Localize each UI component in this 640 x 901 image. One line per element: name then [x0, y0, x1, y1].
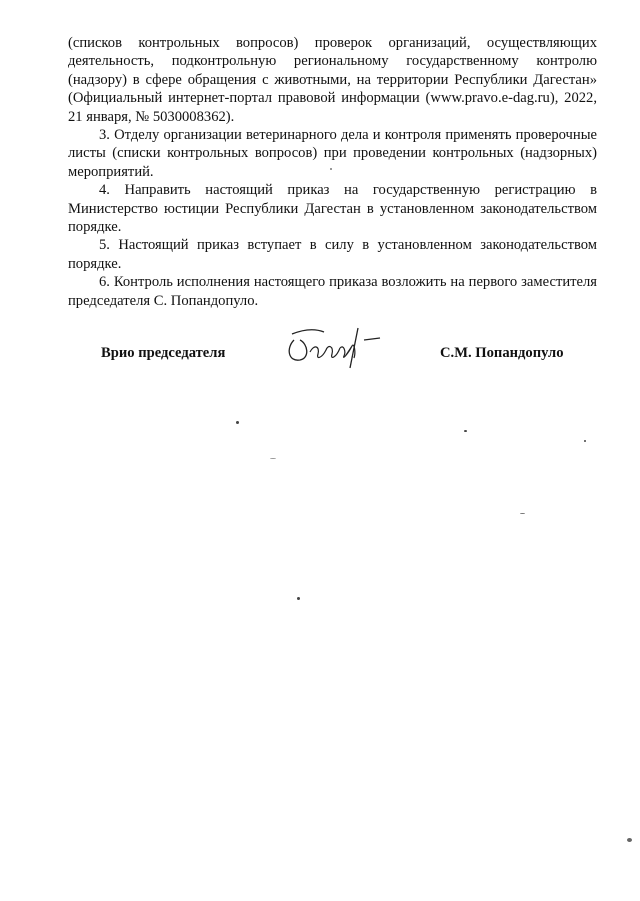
paragraph-item-5: 5. Настоящий приказ вступает в силу в установленном законодательством порядке. — [68, 237, 597, 272]
scan-speck — [270, 458, 276, 459]
signatory-name: С.М. Попандопуло — [440, 345, 564, 361]
scan-speck — [297, 597, 300, 600]
scan-speck — [627, 838, 632, 842]
paragraph-continuation: (списков контрольных вопросов) проверок организаций, осуществляющих деятельность, подконтрольную региональному государственному контролю (надзору) в сфере обращения с животными, на территории Республики Дагестан» (Официальный интернет-портал правовой информации (www.pravo.e-dag.ru), 2022, 21 января, № 5030008362). — [68, 35, 597, 125]
scan-speck — [464, 430, 467, 432]
signatory-title: Врио председателя — [101, 345, 226, 361]
scan-speck — [584, 440, 586, 442]
paragraph-item-4: 4. Направить настоящий приказ на государственную регистрацию в Министерство юстиции Республики Дагестан в установленном законодательством порядке. — [68, 182, 597, 236]
scan-speck — [236, 421, 239, 424]
scan-speck — [520, 513, 525, 514]
paragraph-item-6: 6. Контроль исполнения настоящего приказа возложить на первого заместителя председателя С. Попандопуло. — [68, 274, 597, 309]
paragraph-item-3: 3. Отделу организации ветеринарного дела и контроля применять проверочные листы (списки контрольных вопросов) при проведении контрольных (надзорных) мероприятий. — [68, 127, 597, 180]
handwritten-signature — [280, 318, 390, 370]
document-body — [68, 34, 597, 310]
scan-speck — [330, 168, 332, 170]
